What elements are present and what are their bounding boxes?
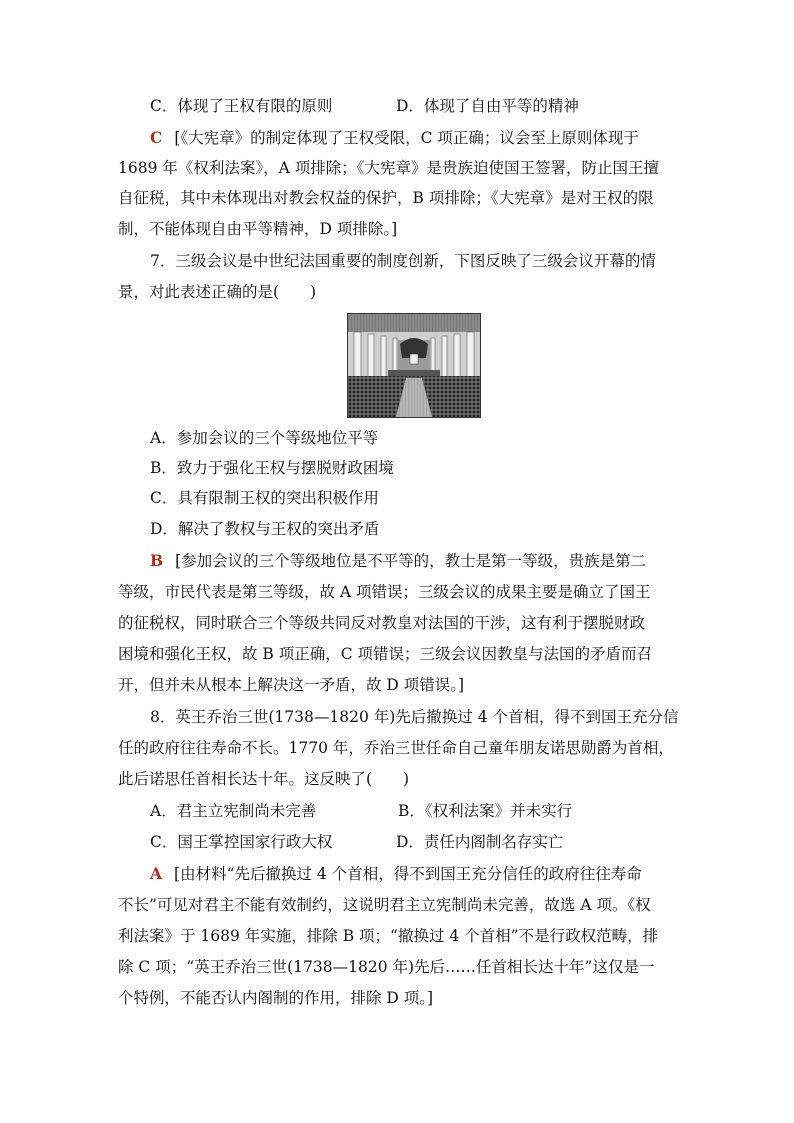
q8-stem-line-2: 任的政府往往寿命不长。1770 年，乔治三世任命自己童年朋友诺思勋爵为首相， — [118, 739, 674, 757]
q8-answer-key: A — [150, 864, 163, 883]
q6-option-d: D．体现了自由平等的精神 — [396, 97, 579, 115]
q6-explanation-line-1: C [《大宪章》的制定体现了王权受限，C 项正确；议会至上原则体现于 — [150, 128, 639, 147]
q7-explanation-line-2: 等级，市民代表是第三等级，故 A 项错误；三级会议的成果主要是确立了国王 — [118, 583, 651, 601]
q6-explanation-line-3: 自征税，其中未体现出对教会权益的保护，B 项排除；《大宪章》是对王权的限 — [118, 189, 654, 207]
q7-explanation-line-4: 困境和强化王权，故 B 项正确，C 项错误；三级会议因教皇与法国的矛盾而召 — [118, 645, 653, 663]
q7-option-d: D．解决了教权与王权的突出矛盾 — [150, 520, 380, 538]
q6-answer-key: C — [150, 128, 163, 147]
q8-explanation-line-4: 除 C 项；“英王乔治三世(1738—1820 年)先后……任首相长达十年”这仅是一 — [118, 958, 655, 976]
q8-stem-line-3: 此后诺思任首相长达十年。这反映了( ) — [118, 770, 410, 788]
q6-option-c: C．体现了王权有限的原则 — [150, 97, 333, 115]
q8-explanation-line-5: 个特例，不能否认内阁制的作用，排除 D 项。] — [118, 989, 434, 1007]
q7-option-a: A．参加会议的三个等级地位平等 — [150, 429, 379, 447]
q7-option-b: B．致力于强化王权与摆脱财政困境 — [150, 459, 394, 477]
q6-explanation-line-2: 1689 年《权利法案》，A 项排除；《大宪章》是贵族迫使国王签署，防止国王擅 — [118, 159, 659, 177]
q6-explanation-line-4: 制，不能体现自由平等精神，D 项排除。] — [118, 220, 398, 238]
q7-answer-key: B — [150, 551, 164, 570]
q8-option-b: B．《权利法案》并未实行 — [398, 802, 573, 820]
q8-explanation-line-1: A [由材料“先后撤换过 4 个首相，得不到国王充分信任的政府往往寿命 — [150, 864, 642, 883]
q8-option-a: A．君主立宪制尚未完善 — [150, 802, 317, 820]
q7-option-c: C．具有限制王权的突出积极作用 — [150, 489, 379, 507]
estates-general-illustration — [347, 313, 481, 418]
q6-options-cd — [150, 95, 710, 117]
estates-general-engraving-icon — [348, 314, 480, 417]
q8-options-cd — [150, 831, 710, 853]
q7-explanation-line-1: B [参加会议的三个等级地位是不平等的，教士是第一等级，贵族是第二 — [150, 551, 647, 570]
q8-stem-line-1: 8．英王乔治三世(1738—1820 年)先后撤换过 4 个首相，得不到国王充分信 — [150, 708, 679, 726]
q8-explanation-line-2: 不长”可见对君主不能有效制约，这说明君主立宪制尚未完善，故选 A 项。《权 — [118, 896, 651, 914]
q7-stem-line-1: 7．三级会议是中世纪法国重要的制度创新，下图反映了三级会议开幕的情 — [150, 252, 656, 270]
q7-explanation-line-3: 的征税权，同时联合三个等级共同反对教皇对法国的干涉，这有利于摆脱财政 — [118, 614, 646, 632]
q8-explanation-line-3: 利法案》于 1689 年实施，排除 B 项；“撤换过 4 个首相”不是行政权范畴，排 — [118, 927, 659, 945]
q8-options-ab — [150, 800, 710, 822]
q8-option-d: D．责任内阁制名存实亡 — [396, 833, 564, 851]
q7-stem-line-2: 景，对此表述正确的是( ) — [118, 283, 317, 301]
q8-option-c: C．国王掌控国家行政大权 — [150, 833, 333, 851]
q7-explanation-line-5: 开，但并未从根本上解决这一矛盾，故 D 项错误。] — [118, 676, 465, 694]
